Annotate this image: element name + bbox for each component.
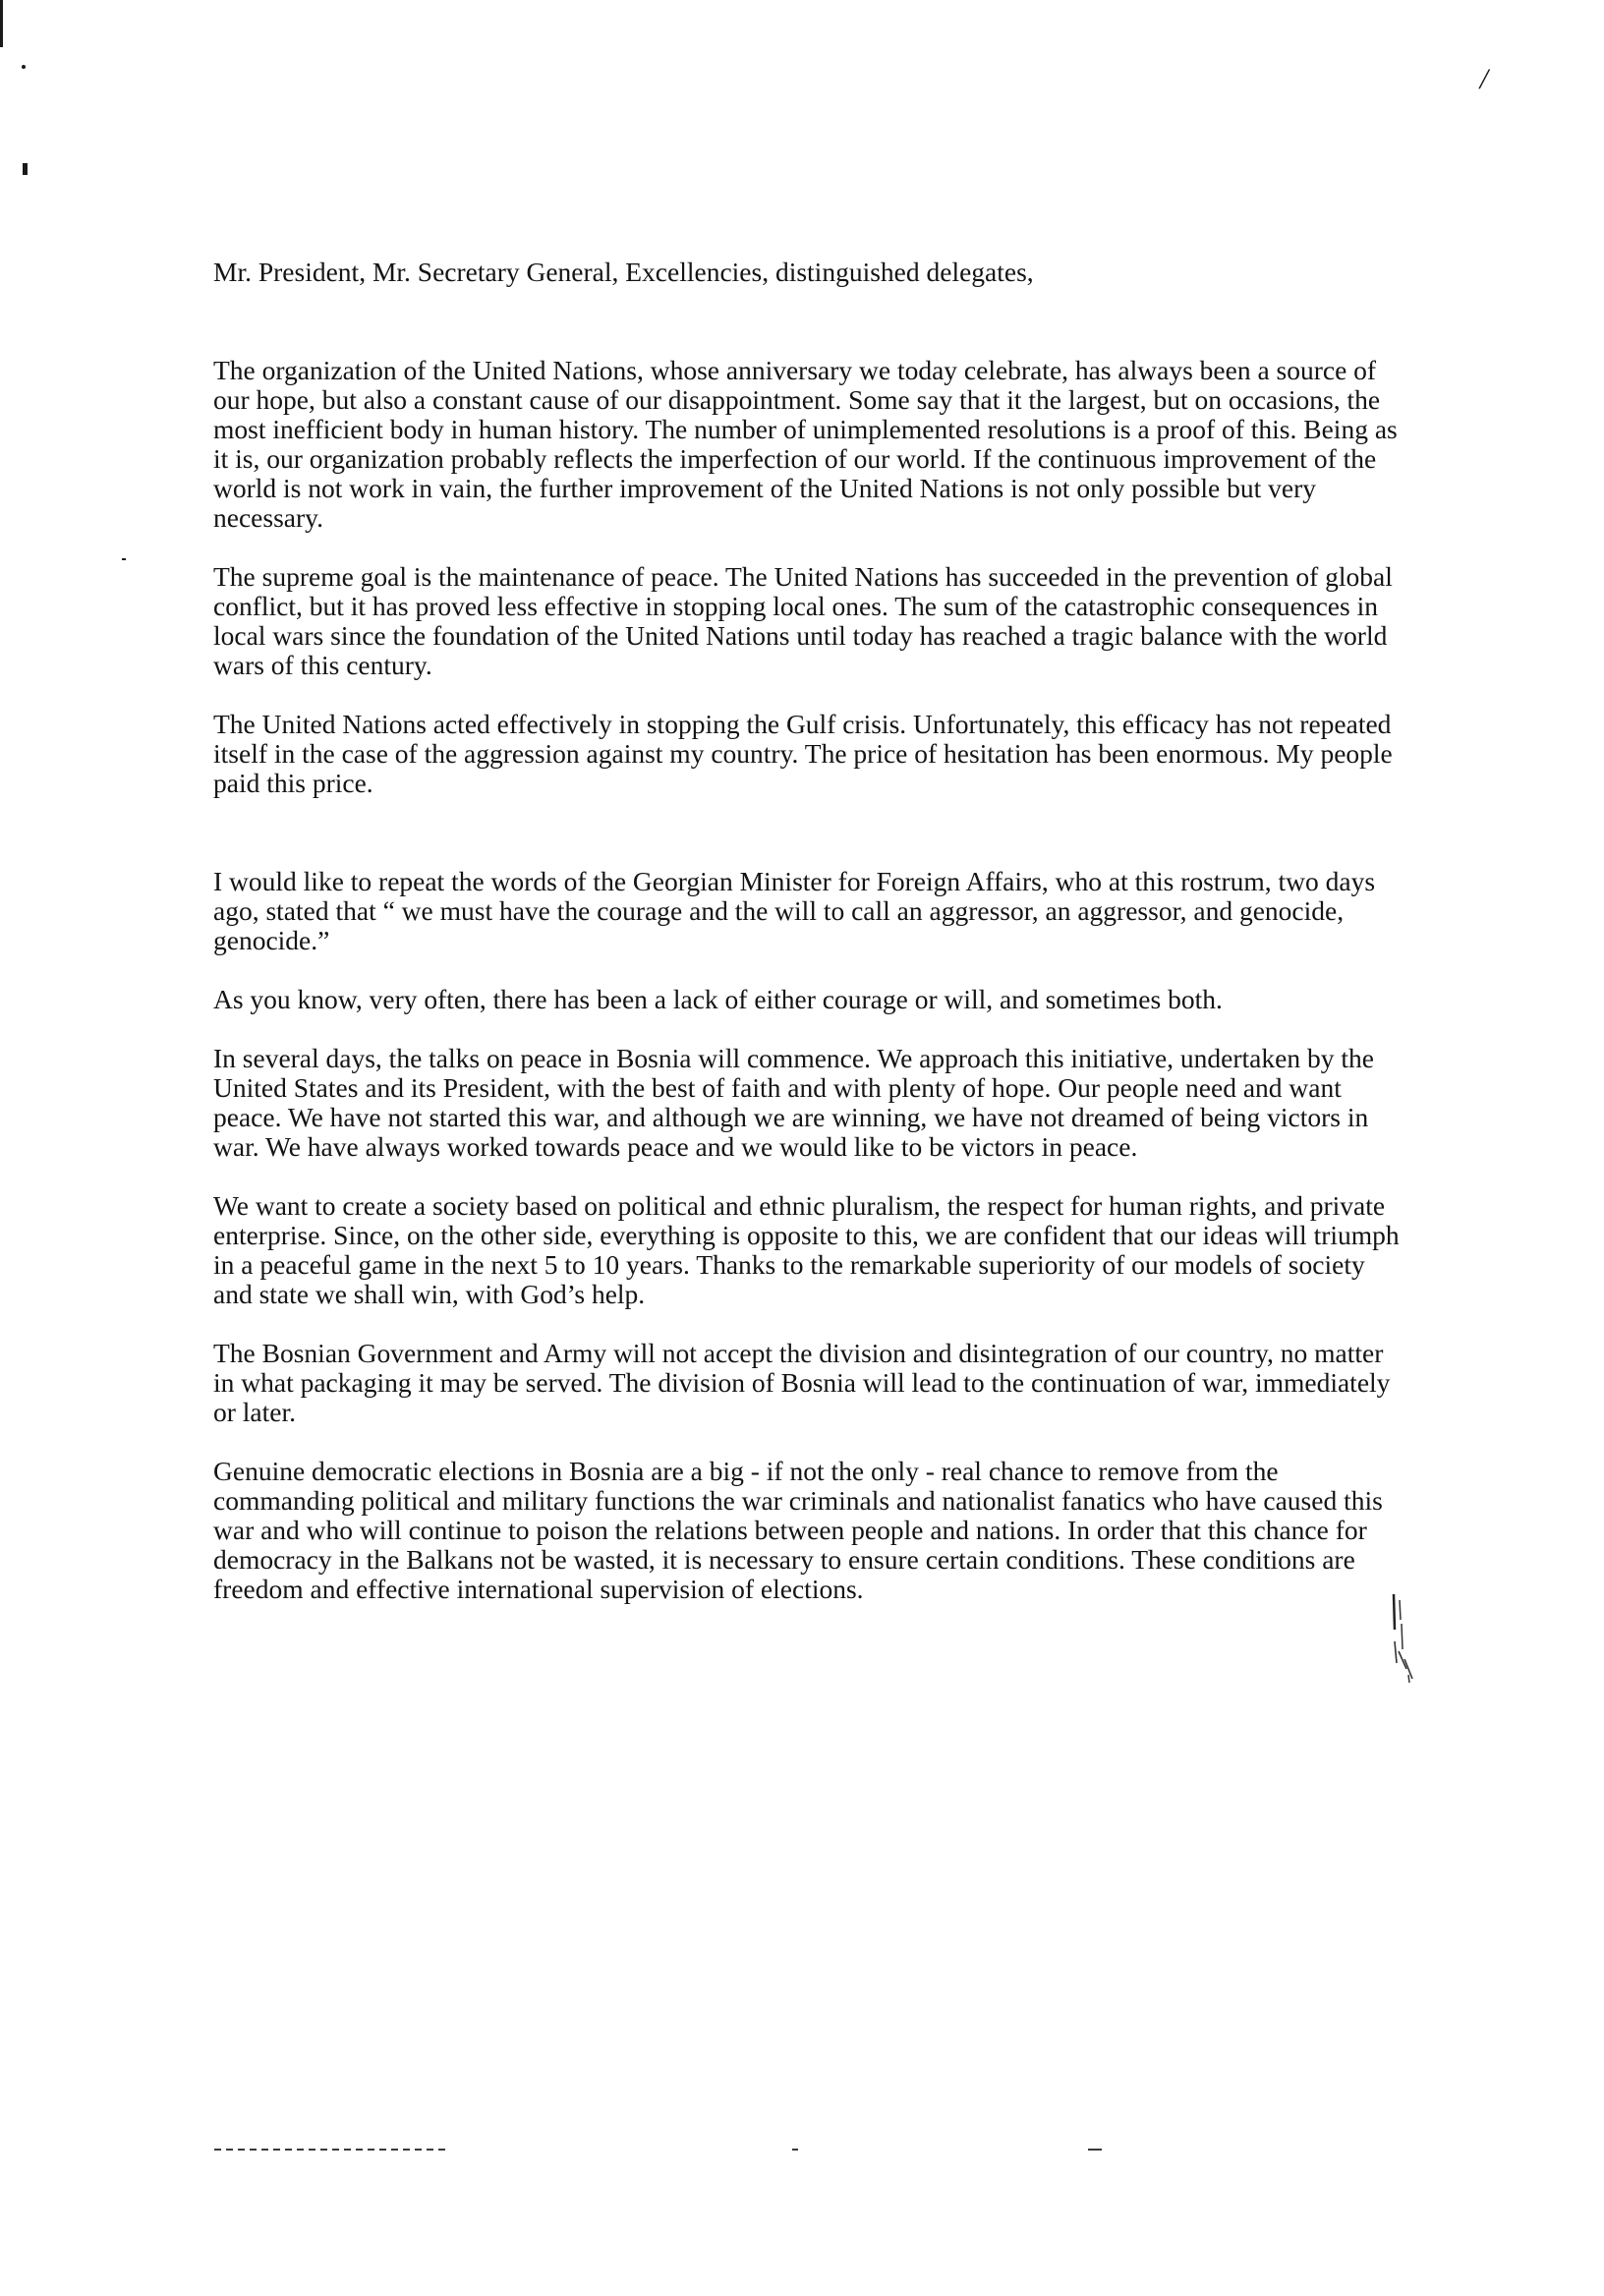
paragraph: The supreme goal is the maintenance of peace. The United Nations has succeeded in the prevention of global conflict, but it has proved less effective in stopping local ones. The sum of the catastrophic consequences in local wars since the foundation of the United Nations until today has reached a tragic balance with the world wars of this century. xyxy=(213,561,1393,680)
scan-speck xyxy=(23,163,28,175)
scan-speck xyxy=(122,558,126,560)
scan-footer-mark xyxy=(792,2149,798,2151)
paragraph: Genuine democratic elections in Bosnia are a big - if not the only - real chance to remove from the commanding political and military functions the war criminals and nationalist fanatics who have caused this war and who will continue to poison the relations between people and nations. In order that this chance for democracy in the Balkans not be wasted, it is necessary to ensure certain conditions. These conditions are freedom and effective international supervision of elections. xyxy=(213,1456,1383,1604)
paragraph: As you know, very often, there has been a lack of either courage or will, and sometimes both. xyxy=(213,984,1223,1014)
paragraph: The organization of the United Nations, whose anniversary we today celebrate, has always been a source of our hope, but also a constant cause of our disappointment. Some say that it the largest, but on occasions, the most inefficient body in human history. The number of unimplemented resolutions is a proof of this. Being as it is, our organization probably reflects the imperfection of our world. If the continuous improvement of the world is not work in vain, the further improvement of the United Nations is not only possible but very necessary. xyxy=(213,355,1398,533)
page-number-mark: / xyxy=(1479,63,1488,95)
scan-speck xyxy=(22,65,26,69)
paragraph: The Bosnian Government and Army will not accept the division and disintegration of our country, no matter in what packaging it may be served. The division of Bosnia will lead to the continuation of war, immediately or later. xyxy=(213,1338,1391,1427)
paragraph: We want to create a society based on political and ethnic pluralism, the respect for human rights, and private enterprise. Since, on the other side, everything is opposite to this, we are confident that our ideas will triumph in a peaceful game in the next 5 to 10 years. Thanks to the remarkable superiority of our models of society and state we shall win, with God’s help. xyxy=(213,1190,1400,1309)
scan-footer-mark xyxy=(214,2149,446,2151)
speech-body xyxy=(213,258,1407,1634)
salutation: Mr. President, Mr. Secretary General, Excellencies, distinguished delegates, xyxy=(213,257,1034,287)
paragraph: I would like to repeat the words of the Georgian Minister for Foreign Affairs, who at this rostrum, two days ago, stated that “ we must have the courage and the will to call an aggressor, an aggressor, and genocide, genocide.” xyxy=(213,866,1376,955)
scan-footer-mark xyxy=(1088,2149,1102,2151)
margin-handwritten-mark xyxy=(1391,1590,1414,1685)
paragraph: The United Nations acted effectively in stopping the Gulf crisis. Unfortunately, this efficacy has not repeated itself in the case of the aggression against my country. The price of hesitation has been enormous. My people paid this price. xyxy=(213,709,1393,798)
paragraph: In several days, the talks on peace in Bosnia will commence. We approach this initiative, undertaken by the United States and its President, with the best of faith and with plenty of hope. Our people need and want peace. We have not started this war, and although we are winning, we have not dreamed of being victors in war. We have always worked towards peace and we would like to be victors in peace. xyxy=(213,1043,1374,1162)
scan-speck xyxy=(0,0,3,47)
